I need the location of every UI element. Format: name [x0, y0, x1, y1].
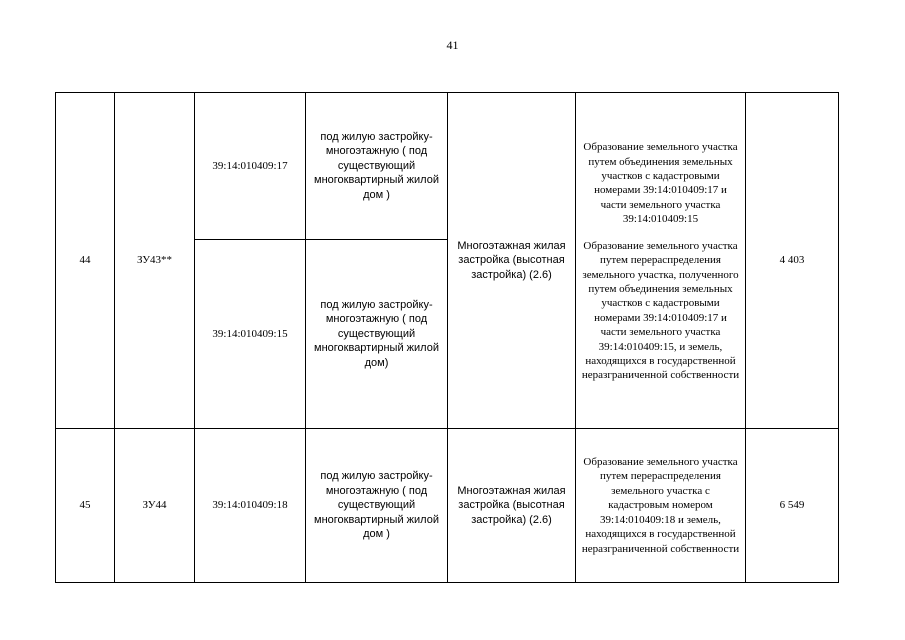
formation-text: Образование земельного участка путем перераспределения земельного участка с кадастровым номером 39:14:010409:18 и земель, находящихся в государственной неразграниченной собственности [581, 456, 740, 555]
area-value: 4 403 [746, 93, 839, 429]
page-number: 41 [446, 38, 459, 52]
row-number: 44 [56, 93, 115, 429]
formation-text: Образование земельного участка путем объединения земельных участков с кадастровыми номерами 39:14:010409:17 и части земельного участка 39:14:010409:15 [583, 141, 738, 226]
table-row [56, 93, 839, 240]
formation-text: Образование земельного участка путем перераспределения земельного участка, полученного путем объединения земельных участков с кадастровыми номерами 39:14:010409:17 и части земельного участка 39:14:010409:15, и земель, находящихся в государственной неразграниченной собственности [581, 239, 740, 382]
cadastral-number: 39:14:010409:17 [195, 93, 306, 240]
formation-method [576, 93, 746, 429]
row-number: 45 [56, 429, 115, 583]
cadastral-number: 39:14:010409:15 [195, 240, 306, 429]
permitted-use: Многоэтажная жилая застройка (высотная застройка) (2.6) [448, 429, 576, 583]
zone-code: ЗУ43** [115, 93, 195, 429]
current-use: под жилую застройку-многоэтажную ( под существующий многоквартирный жилой дом ) [306, 93, 448, 240]
area-value: 6 549 [746, 429, 839, 583]
cadastral-number: 39:14:010409:18 [195, 429, 306, 583]
land-plots-table [55, 92, 839, 583]
current-use: под жилую застройку-многоэтажную ( под существующий многоквартирный жилой дом ) [306, 429, 448, 583]
table-row [56, 429, 839, 583]
formation-method [576, 429, 746, 583]
zone-code: ЗУ44 [115, 429, 195, 583]
current-use: под жилую застройку-многоэтажную ( под существующий многоквартирный жилой дом) [306, 240, 448, 429]
permitted-use: Многоэтажная жилая застройка (высотная застройка) (2.6) [448, 93, 576, 429]
